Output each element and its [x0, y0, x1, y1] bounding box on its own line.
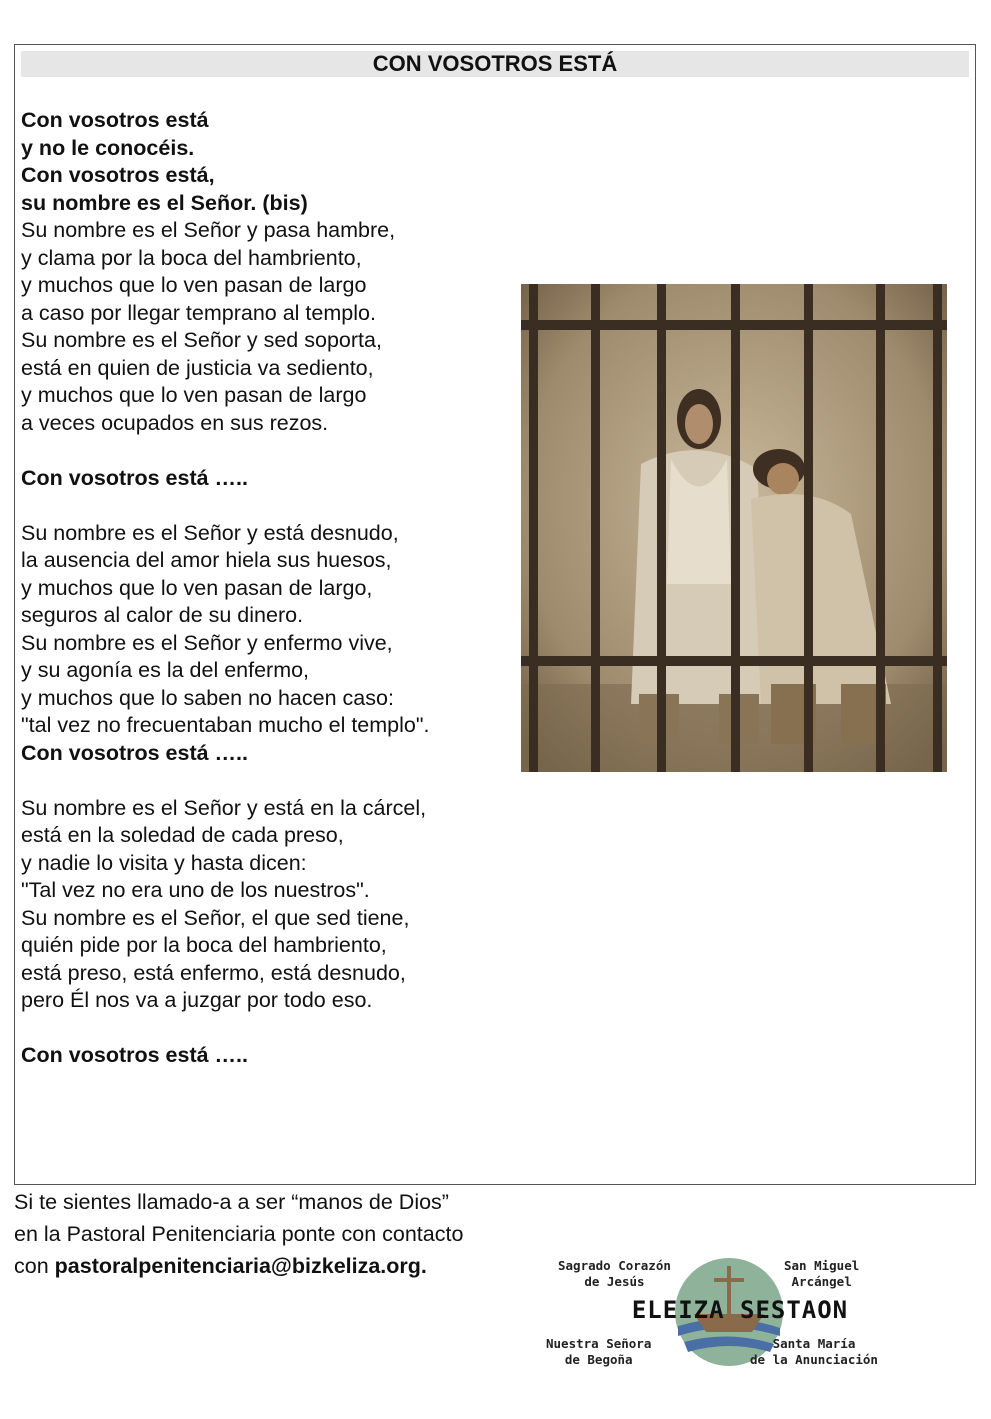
verse-line: Su nombre es el Señor y está en la cárcel,	[21, 795, 427, 820]
footer-prefix: con	[14, 1254, 55, 1278]
lyrics	[21, 107, 511, 1070]
logo-text: de Begoña	[564, 1352, 633, 1367]
verse-line: Su nombre es el Señor y está desnudo,	[21, 520, 399, 545]
logo-text: Santa María	[772, 1336, 856, 1351]
verse-line: a veces ocupados en sus rezos.	[21, 410, 329, 435]
verse-line: y muchos que lo saben no hacen caso:	[21, 685, 394, 710]
verse-line: Su nombre es el Señor y enfermo vive,	[21, 630, 393, 655]
song-title: CON VOSOTROS ESTÁ	[21, 51, 969, 77]
stanza-gap	[21, 492, 511, 520]
eleiza-sestaon-logo	[540, 1252, 940, 1380]
verse-line: y clama por la boca del hambriento,	[21, 245, 362, 270]
chorus-line: Con vosotros está	[21, 108, 209, 132]
verse-line: Su nombre es el Señor, el que sed tiene,	[21, 905, 410, 930]
chorus-line: Con vosotros está,	[21, 163, 215, 187]
stanza-gap	[21, 1015, 511, 1043]
logo-text: Nuestra Señora	[546, 1336, 652, 1351]
verse-line: Su nombre es el Señor y sed soporta,	[21, 328, 382, 352]
verse-line: y muchos que lo ven pasan de largo	[21, 383, 367, 407]
chorus-line: su nombre es el Señor. (bis)	[21, 190, 308, 215]
logo-parish-bottom-left	[546, 1336, 651, 1368]
verse-line: y muchos que lo ven pasan de largo,	[21, 575, 373, 600]
verse-line: está en la soledad de cada preso,	[21, 823, 344, 847]
stanza-gap	[21, 437, 511, 465]
contact-footer	[14, 1186, 554, 1282]
logo-text: Sagrado Corazón	[558, 1258, 671, 1273]
verse-line: está en quien de justicia va sediento,	[21, 355, 374, 380]
verse-line: y nadie lo visita y hasta dicen:	[21, 850, 307, 875]
song-frame	[14, 44, 976, 1185]
stanza-gap	[21, 767, 511, 795]
logo-text: de Jesús	[584, 1274, 645, 1289]
verse-line: está preso, está enfermo, está desnudo,	[21, 960, 406, 985]
verse-line: la ausencia del amor hiela sus huesos,	[21, 548, 392, 572]
footer-line: Si te sientes llamado-a a ser “manos de Dios”	[14, 1190, 449, 1214]
logo-text: de la Anunciación	[750, 1352, 878, 1367]
logo-parish-bottom-right	[750, 1336, 878, 1368]
refrain-line: Con vosotros está …..	[21, 465, 248, 490]
logo-parish-top-right	[784, 1258, 859, 1290]
verse-line: quién pide por la boca del hambriento,	[21, 933, 387, 957]
prison-bars-illustration	[521, 284, 947, 772]
refrain-line: Con vosotros está …..	[21, 740, 248, 765]
verse-line: "Tal vez no era uno de los nuestros".	[21, 878, 370, 902]
verse-line: y su agonía es la del enfermo,	[21, 658, 310, 682]
verse-line: y muchos que lo ven pasan de largo	[21, 273, 367, 297]
footer-line: en la Pastoral Penitenciaria ponte con contacto	[14, 1222, 464, 1246]
logo-brand-name: ELEIZA SESTAON	[631, 1296, 849, 1324]
logo-text: Arcángel	[791, 1274, 852, 1289]
footer-line	[14, 1250, 554, 1282]
contact-email-link[interactable]: pastoralpenitenciaria@bizkeliza.org.	[54, 1254, 427, 1278]
verse-line: seguros al calor de su dinero.	[21, 603, 304, 627]
logo-text: San Miguel	[784, 1258, 860, 1273]
chorus-line: y no le conocéis.	[21, 135, 195, 160]
verse-line: pero Él nos va a juzgar por todo eso.	[21, 988, 373, 1012]
refrain-line: Con vosotros está …..	[21, 1043, 248, 1067]
prison-bars-image	[521, 284, 947, 772]
verse-line: "tal vez no frecuentaban mucho el templo".	[21, 713, 430, 737]
verse-line: a caso por llegar temprano al templo.	[21, 300, 376, 325]
verse-line: Su nombre es el Señor y pasa hambre,	[21, 218, 396, 242]
logo-parish-top-left	[558, 1258, 671, 1290]
